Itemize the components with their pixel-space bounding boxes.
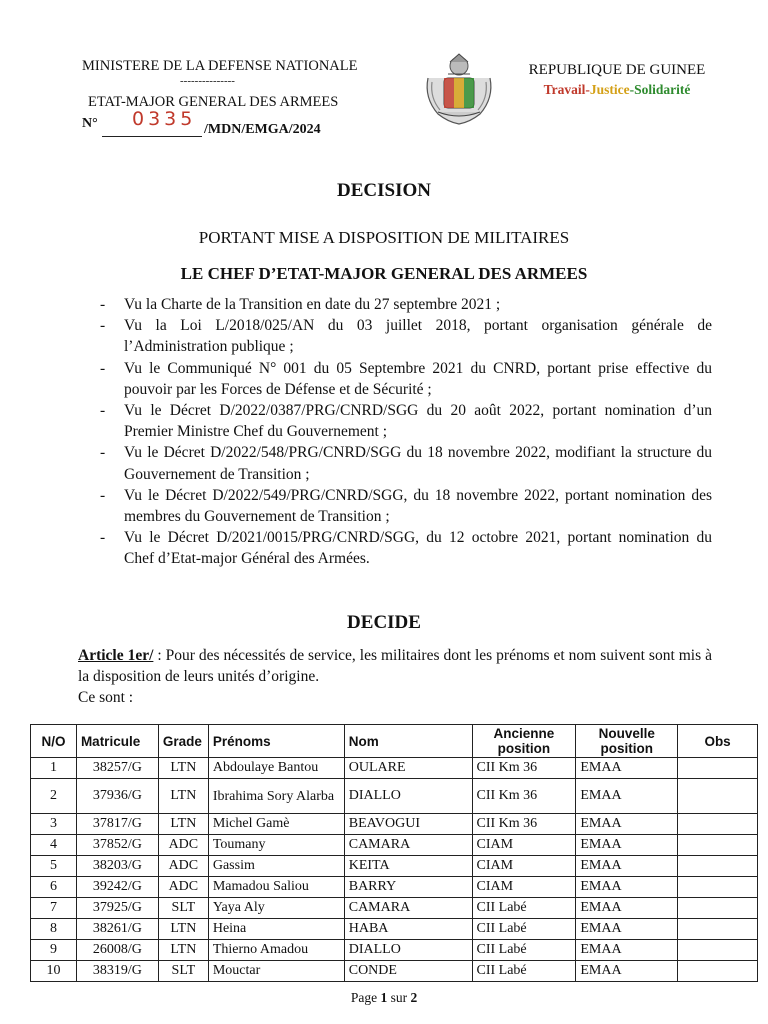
header-right [512,62,722,98]
cell-nom: BARRY [344,877,472,898]
table-row [31,877,758,898]
cell-nouvelle-position: EMAA [576,835,678,856]
cell-grade: SLT [158,898,208,919]
cell-no: 10 [31,961,77,982]
page-total: 2 [410,990,418,1005]
cell-prenoms: Abdoulaye Bantou [208,758,344,779]
cell-obs [678,758,758,779]
cell-obs [678,919,758,940]
cell-matricule: 38203/G [76,856,158,877]
cell-no: 2 [31,779,77,814]
authority-title: LE CHEF D’ETAT-MAJOR GENERAL DES ARMEES [180,264,588,283]
cell-matricule: 38261/G [76,919,158,940]
table-row [31,898,758,919]
cell-obs [678,877,758,898]
cell-matricule: 37925/G [76,898,158,919]
cell-obs [678,835,758,856]
col-header-nom: Nom [344,725,472,758]
cell-nom: CAMARA [344,898,472,919]
article-1-text: : Pour des nécessités de service, les militaires dont les prénoms et nom suivent sont mis à la disposition de leurs unités d’origine. [78,647,712,685]
cell-grade: LTN [158,758,208,779]
cell-obs [678,940,758,961]
national-motto [512,82,722,98]
staff-name: ETAT-MAJOR GENERAL DES ARMEES [88,94,339,110]
cell-obs [678,779,758,814]
cell-grade: SLT [158,961,208,982]
ministry-name: MINISTERE DE LA DEFENSE NATIONALE [82,58,358,74]
decide-heading: DECIDE [347,612,421,633]
cell-nom: DIALLO [344,940,472,961]
cell-ancienne-position: CIAM [472,877,576,898]
document-title: DECISION [337,180,431,201]
cell-nom: HABA [344,919,472,940]
number-prefix: N° [82,116,98,131]
cell-nom: OULARE [344,758,472,779]
table-row [31,835,758,856]
cell-nouvelle-position: EMAA [576,898,678,919]
motto-travail: Travail [543,82,586,97]
cell-no: 5 [31,856,77,877]
cell-grade: LTN [158,814,208,835]
table-row [31,779,758,814]
page-sur: sur [390,990,408,1005]
consideration-item: - Vu la Charte de la Transition en date du 27 septembre 2021 ; [100,294,712,315]
cell-no: 1 [31,758,77,779]
col-header-ancienne-position: Ancienne position [472,725,576,758]
cell-nom: BEAVOGUI [344,814,472,835]
table-row [31,856,758,877]
table-row [31,919,758,940]
cell-matricule: 39242/G [76,877,158,898]
col-header-nouvelle-position: Nouvelle position [576,725,678,758]
cell-no: 8 [31,919,77,940]
col-header-obs: Obs [678,725,758,758]
cell-ancienne-position: CII Labé [472,940,576,961]
col-header-prenoms: Prénoms [208,725,344,758]
page-label: Page [350,990,378,1005]
cell-matricule: 38257/G [76,758,158,779]
cell-prenoms: Thierno Amadou [208,940,344,961]
page-number: 1 [380,990,388,1005]
consideration-item: - Vu la Loi L/2018/025/AN du 03 juillet 2018, portant organisation générale de l’Administration publique ; [100,315,712,357]
cell-nom: DIALLO [344,779,472,814]
cell-matricule: 26008/G [76,940,158,961]
article-1-ce-sont: Ce sont : [78,689,134,706]
cell-grade: LTN [158,779,208,814]
cell-prenoms: Ibrahima Sory Alarba [208,779,344,814]
cell-obs [678,898,758,919]
table-header-row [31,725,758,758]
reference-suffix: /MDN/EMGA/2024 [204,122,321,137]
table-row [31,940,758,961]
cell-ancienne-position: CIAM [472,835,576,856]
personnel-table [30,724,758,982]
consideration-item: - Vu le Communiqué N° 001 du 05 Septembre 2021 du CNRD, portant prise effective du pouvoir par les Forces de Défense et de Sécurité ; [100,358,712,400]
cell-no: 3 [31,814,77,835]
cell-ancienne-position: CII Labé [472,898,576,919]
motto-justice: Justice [589,82,630,97]
cell-ancienne-position: CIAM [472,856,576,877]
motto-separator: - [585,82,590,97]
cell-grade: ADC [158,856,208,877]
col-header-grade: Grade [158,725,208,758]
cell-obs [678,961,758,982]
cell-ancienne-position: CII Km 36 [472,758,576,779]
cell-grade: ADC [158,877,208,898]
cell-nouvelle-position: EMAA [576,877,678,898]
cell-prenoms: Gassim [208,856,344,877]
motto-solidarite: Solidarité [634,82,691,97]
cell-ancienne-position: CII Km 36 [472,779,576,814]
cell-nom: KEITA [344,856,472,877]
article-1 [78,645,712,708]
number-underline [102,136,202,137]
republic-name: REPUBLIQUE DE GUINEE [528,62,706,78]
motto-separator: - [629,82,635,97]
cell-nouvelle-position: EMAA [576,758,678,779]
cell-ancienne-position: CII Labé [472,961,576,982]
cell-matricule: 37936/G [76,779,158,814]
cell-nom: CONDE [344,961,472,982]
handwritten-number: 0335 [132,108,197,130]
cell-obs [678,814,758,835]
cell-nouvelle-position: EMAA [576,814,678,835]
cell-no: 7 [31,898,77,919]
consideration-item: - Vu le Décret D/2022/549/PRG/CNRD/SGG, du 18 novembre 2022, portant nomination des membres du Gouvernement de Transition ; [100,485,712,527]
cell-prenoms: Toumany [208,835,344,856]
cell-grade: LTN [158,919,208,940]
page-footer [0,990,768,1006]
cell-no: 9 [31,940,77,961]
consideration-item: - Vu le Décret D/2022/548/PRG/CNRD/SGG du 18 novembre 2022, modifiant la structure du Gouvernement de Transition ; [100,442,712,484]
article-1-label: Article 1er/ [78,647,154,664]
header-separator: --------------- [180,75,235,87]
cell-prenoms: Michel Gamè [208,814,344,835]
table-row [31,814,758,835]
cell-ancienne-position: CII Km 36 [472,814,576,835]
cell-matricule: 37817/G [76,814,158,835]
cell-matricule: 37852/G [76,835,158,856]
cell-nom: CAMARA [344,835,472,856]
cell-nouvelle-position: EMAA [576,856,678,877]
coat-of-arms-emblem [418,48,500,130]
cell-prenoms: Mamadou Saliou [208,877,344,898]
consideration-item: - Vu le Décret D/2021/0015/PRG/CNRD/SGG, du 12 octobre 2021, portant nomination du Chef d’Etat-major Général des Armées. [100,527,712,569]
consideration-item: - Vu le Décret D/2022/0387/PRG/CNRD/SGG du 20 août 2022, portant nomination d’un Premier Ministre Chef du Gouvernement ; [100,400,712,442]
col-header-matricule: Matricule [76,725,158,758]
cell-ancienne-position: CII Labé [472,919,576,940]
cell-prenoms: Mouctar [208,961,344,982]
table-row [31,961,758,982]
cell-nouvelle-position: EMAA [576,919,678,940]
cell-grade: ADC [158,835,208,856]
cell-grade: LTN [158,940,208,961]
cell-nouvelle-position: EMAA [576,779,678,814]
cell-prenoms: Yaya Aly [208,898,344,919]
document-subtitle: PORTANT MISE A DISPOSITION DE MILITAIRES [198,228,570,247]
cell-nouvelle-position: EMAA [576,961,678,982]
cell-no: 4 [31,835,77,856]
cell-no: 6 [31,877,77,898]
cell-obs [678,856,758,877]
cell-nouvelle-position: EMAA [576,940,678,961]
table-row [31,758,758,779]
cell-matricule: 38319/G [76,961,158,982]
cell-prenoms: Heina [208,919,344,940]
col-header-no: N/O [31,725,77,758]
considerations-list [100,294,712,570]
